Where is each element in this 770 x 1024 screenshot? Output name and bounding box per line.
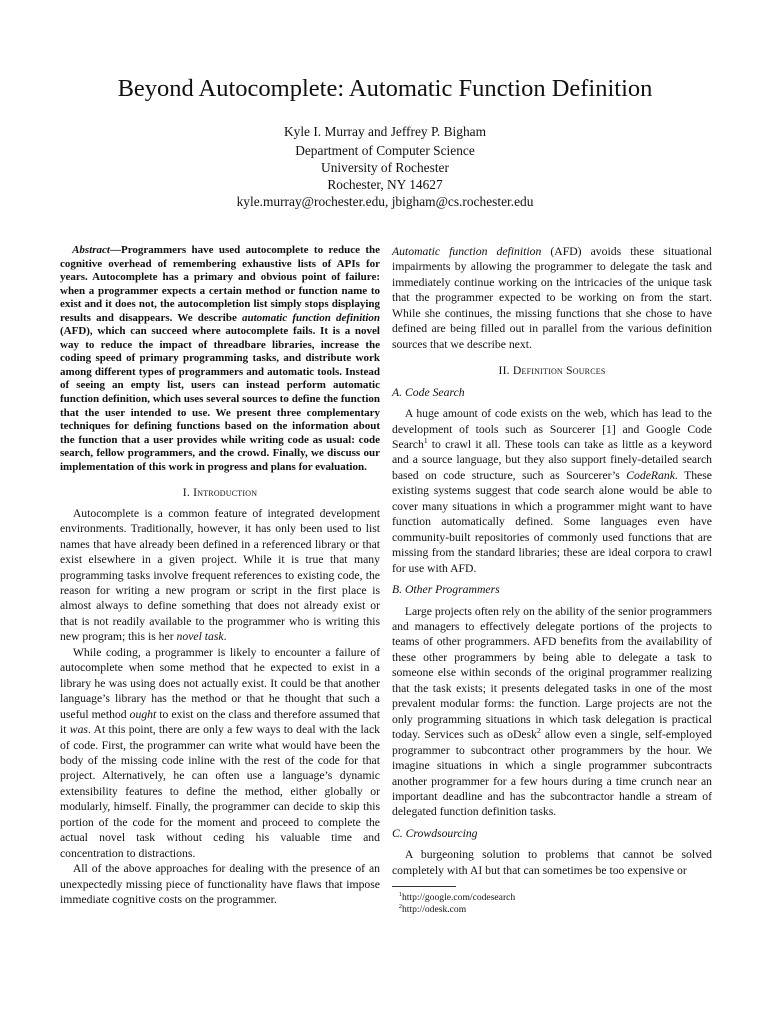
paper-title: Beyond Autocomplete: Automatic Function Definition [117, 75, 653, 102]
footnote-divider [392, 886, 456, 887]
intro-paragraph-3: All of the above approaches for dealing with the presence of an unexpectedly missing piece of functionality have flaws that impose immediate cognitive costs on the programmer. [60, 862, 380, 907]
author-university: University of Rochester [321, 160, 449, 175]
author-names: Kyle I. Murray and Jeffrey P. Bigham [283, 124, 487, 139]
abstract-label: Abstract [72, 244, 110, 256]
intro-paragraph-2: While coding, a programmer is likely to encounter a failure of autocomplete when some method that he expected to exist in a library he was using does not actually exist. It could be that another language’s library has the method or that he thought that such a useful method ought to exist on the class and therefore assumed that it was. At this point, there are only a few ways to deal with the lack of code. First, the programmer can write what would have been the body of the missing code inline with the rest of the code for that project. Alternatively, he can often use a language’s dynamic extensibility features to define the method, either globally or modularly, himself. Finally, the programmer can decide to skip this portion of the code for the moment and proceed to complete the actual novel task without ceding his valuable time and concentration to distractions. [60, 645, 380, 860]
footnote-2: $^2$http://odesk.com [398, 903, 467, 916]
author-city: Rochester, NY 14627 [327, 177, 443, 192]
section-heading-definition-sources: II. Definition Sources [498, 364, 606, 378]
subsection-heading-code-search: A. Code Search [392, 385, 465, 399]
author-block [0, 124, 770, 211]
crowdsourcing-paragraph: A burgeoning solution to problems that cannot be solved completely with AI but that can sometimes be too expensive or [392, 848, 712, 877]
footnote-ref-2: 2 [537, 726, 541, 736]
afd-intro-paragraph: Automatic function definition (AFD) avoids these situational impairments by allowing the programmer to delegate the task and immediately continue working on the intricacies of the unique task that the programmer expected to be working on from the start. While she continues, the missing functions that she chose to have defined are being filled out in parallel from the various definition sources that we describe next. [392, 245, 712, 351]
author-department: Department of Computer Science [295, 143, 475, 158]
footnote-ref-1: 1 [423, 436, 428, 446]
subsection-heading-other-programmers: B. Other Programmers [392, 583, 500, 597]
subsection-heading-crowdsourcing: C. Crowdsourcing [392, 826, 478, 840]
section-heading-introduction: I. Introduction [182, 486, 258, 500]
other-programmers-paragraph: Large projects often rely on the ability of the senior programmers and managers to effectively delegate portions of the projects to teams of other programmers. AFD benefits from the availability of these other programmers by being able to delegate a task to someone else within seconds of the original programmer realizing that the task exists; it presents delegated tasks in one of the most prevalent modular forms: the function. Large projects are not the only programming situations in which task delegation is practical today. Services such as oDesk$^2$ allow even a single, self-employed programmer to subcontract other programmers by the hour. We imagine situations in which a single programmer subcontracts another programmer for a few hours during a time crunch near an important deadline and has the subcontractor handle a stream of delegated function definition tasks. [392, 604, 712, 819]
right-column [392, 244, 712, 916]
code-search-paragraph: A huge amount of code exists on the web, which has lead to the development of tools such as Sourcerer [1] and Google Code Search$^1$ to crawl it all. These tools can take as little as a keyword and a source language, but they also support finely-detailed search based on code structure, such as Sourcerer’s CodeRank. These existing systems suggest that code search alone would be able to cover many situations in which a programmer might want to have function automatically defined. Some languages even have community-built repositories of commonly used functions that are missing from the standard libraries; these are ideal corpora to crawl for use with AFD. [392, 407, 712, 575]
footnote-1: $^1$http://google.com/codesearch [398, 891, 516, 904]
author-emails: kyle.murray@rochester.edu, jbigham@cs.rochester.edu [236, 194, 534, 209]
abstract: Abstract—Programmers have used autocomplete to reduce the cognitive overhead of remembering exhaustive lists of APIs for years. Autocomplete has a primary and obvious point of failure: when a programmer expects a certain method or function name to exist and it does not, the autocompletion list simply stops displaying results and disappears. We describe automatic function definition (AFD), which can succeed where autocomplete fails. It is a novel way to reduce the impact of threadbare libraries, increase the coding speed of primary programming tasks, and distribute work among different types of programmers and automatic tools. Instead of seeing an empty list, users can instead perform automatic function definition, which uses several sources to define the function that the user intended to use. We present three complementary techniques for defining functions based on the information about the function that a user provides while writing code as usual: code search, fellow programmers, and the crowd. Finally, we discuss our implementation of this work in progress and plans for evaluation. [60, 244, 380, 473]
left-column [60, 244, 380, 908]
intro-paragraph-1: Autocomplete is a common feature of integrated development environments. Traditionally, however, it has only been used to list names that have already been defined in a referenced library or that exist elsewhere in a given project. While it is true that many programming tasks involve frequent references to existing code, the reason for writing a new program or script in the first place is almost always to define something that does not already exist or that is not readily available to the programmer who is writing this new program; this is her novel task. [60, 506, 380, 644]
